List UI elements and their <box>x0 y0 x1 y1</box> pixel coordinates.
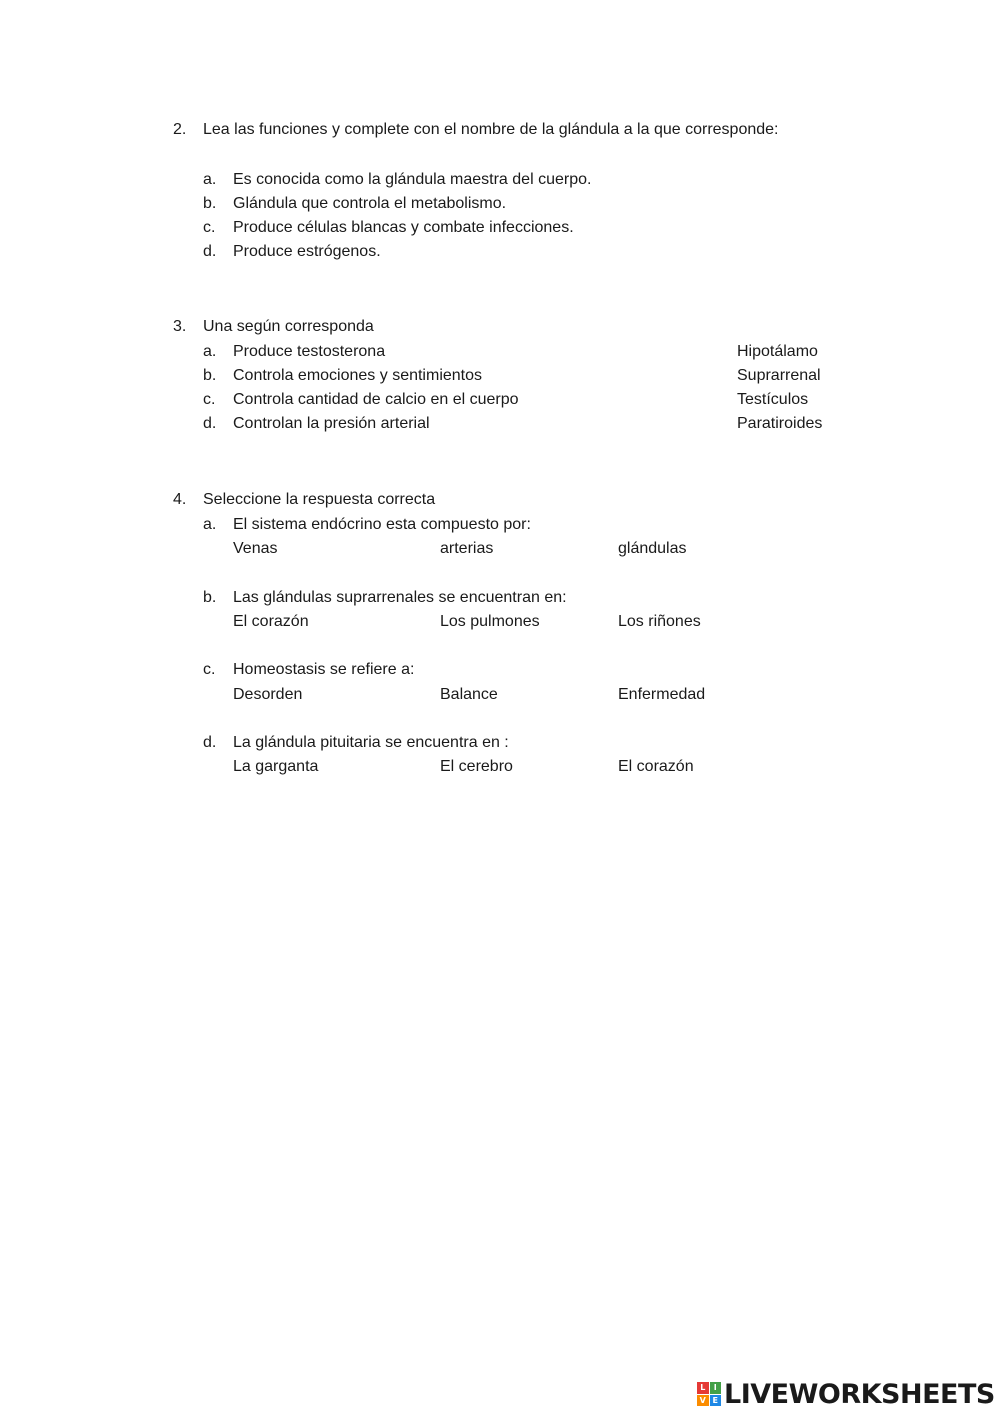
answer-option[interactable]: glándulas <box>618 540 687 557</box>
item-text: Controla emociones y sentimientos <box>233 367 483 384</box>
question-number: 4. <box>173 491 187 508</box>
item-label: a. <box>203 171 217 188</box>
answer-option[interactable]: El cerebro <box>440 758 513 775</box>
question-number: 3. <box>173 318 187 335</box>
answer-option[interactable]: Enfermedad <box>618 686 706 703</box>
item-label: b. <box>203 367 217 384</box>
item-text: Las glándulas suprarrenales se encuentran en: <box>233 589 567 606</box>
answer-option[interactable]: Venas <box>233 540 278 557</box>
question-text: Lea las funciones y complete con el nombre de la glándula a la que corresponde: <box>203 121 779 138</box>
answer-option[interactable]: arterias <box>440 540 494 557</box>
question-number: 2. <box>173 121 187 138</box>
answer-option[interactable]: La garganta <box>233 758 319 775</box>
match-option[interactable]: Paratiroides <box>737 415 823 432</box>
item-text: Produce células blancas y combate infecciones. <box>233 219 574 236</box>
item-text: Glándula que controla el metabolismo. <box>233 195 507 212</box>
item-text: Homeostasis se refiere a: <box>233 661 415 678</box>
item-label: d. <box>203 734 217 751</box>
answer-option[interactable]: Desorden <box>233 686 303 703</box>
item-label: b. <box>203 195 217 212</box>
item-text: Controlan la presión arterial <box>233 415 430 432</box>
item-label: c. <box>203 391 216 408</box>
item-label: d. <box>203 415 217 432</box>
liveworksheets-brand <box>697 1378 995 1410</box>
item-label: c. <box>203 219 216 236</box>
item-label: a. <box>203 516 217 533</box>
item-label: c. <box>203 661 216 678</box>
item-text: El sistema endócrino esta compuesto por: <box>233 516 531 533</box>
logo-letter: V <box>697 1395 709 1407</box>
answer-option[interactable]: El corazón <box>618 758 694 775</box>
question-text: Seleccione la respuesta correcta <box>203 491 436 508</box>
item-label: d. <box>203 243 217 260</box>
item-text: Produce estrógenos. <box>233 243 381 260</box>
item-text: Es conocida como la glándula maestra del cuerpo. <box>233 171 592 188</box>
brand-name: LIVEWORKSHEETS <box>724 1378 995 1410</box>
item-text: Controla cantidad de calcio en el cuerpo <box>233 391 519 408</box>
match-option[interactable]: Hipotálamo <box>737 343 818 360</box>
match-option[interactable]: Suprarrenal <box>737 367 821 384</box>
question-text: Una según corresponda <box>203 318 374 335</box>
item-text: Produce testosterona <box>233 343 386 360</box>
item-label: a. <box>203 343 217 360</box>
answer-option[interactable]: Balance <box>440 686 498 703</box>
match-option[interactable]: Testículos <box>737 391 809 408</box>
answer-option[interactable]: Los riñones <box>618 613 701 630</box>
logo-letter: I <box>710 1382 722 1394</box>
logo-letter: L <box>697 1382 709 1394</box>
liveworksheets-logo-icon <box>697 1382 721 1406</box>
logo-letter: E <box>710 1395 722 1407</box>
item-label: b. <box>203 589 217 606</box>
answer-option[interactable]: El corazón <box>233 613 309 630</box>
answer-option[interactable]: Los pulmones <box>440 613 540 630</box>
item-text: La glándula pituitaria se encuentra en : <box>233 734 509 751</box>
